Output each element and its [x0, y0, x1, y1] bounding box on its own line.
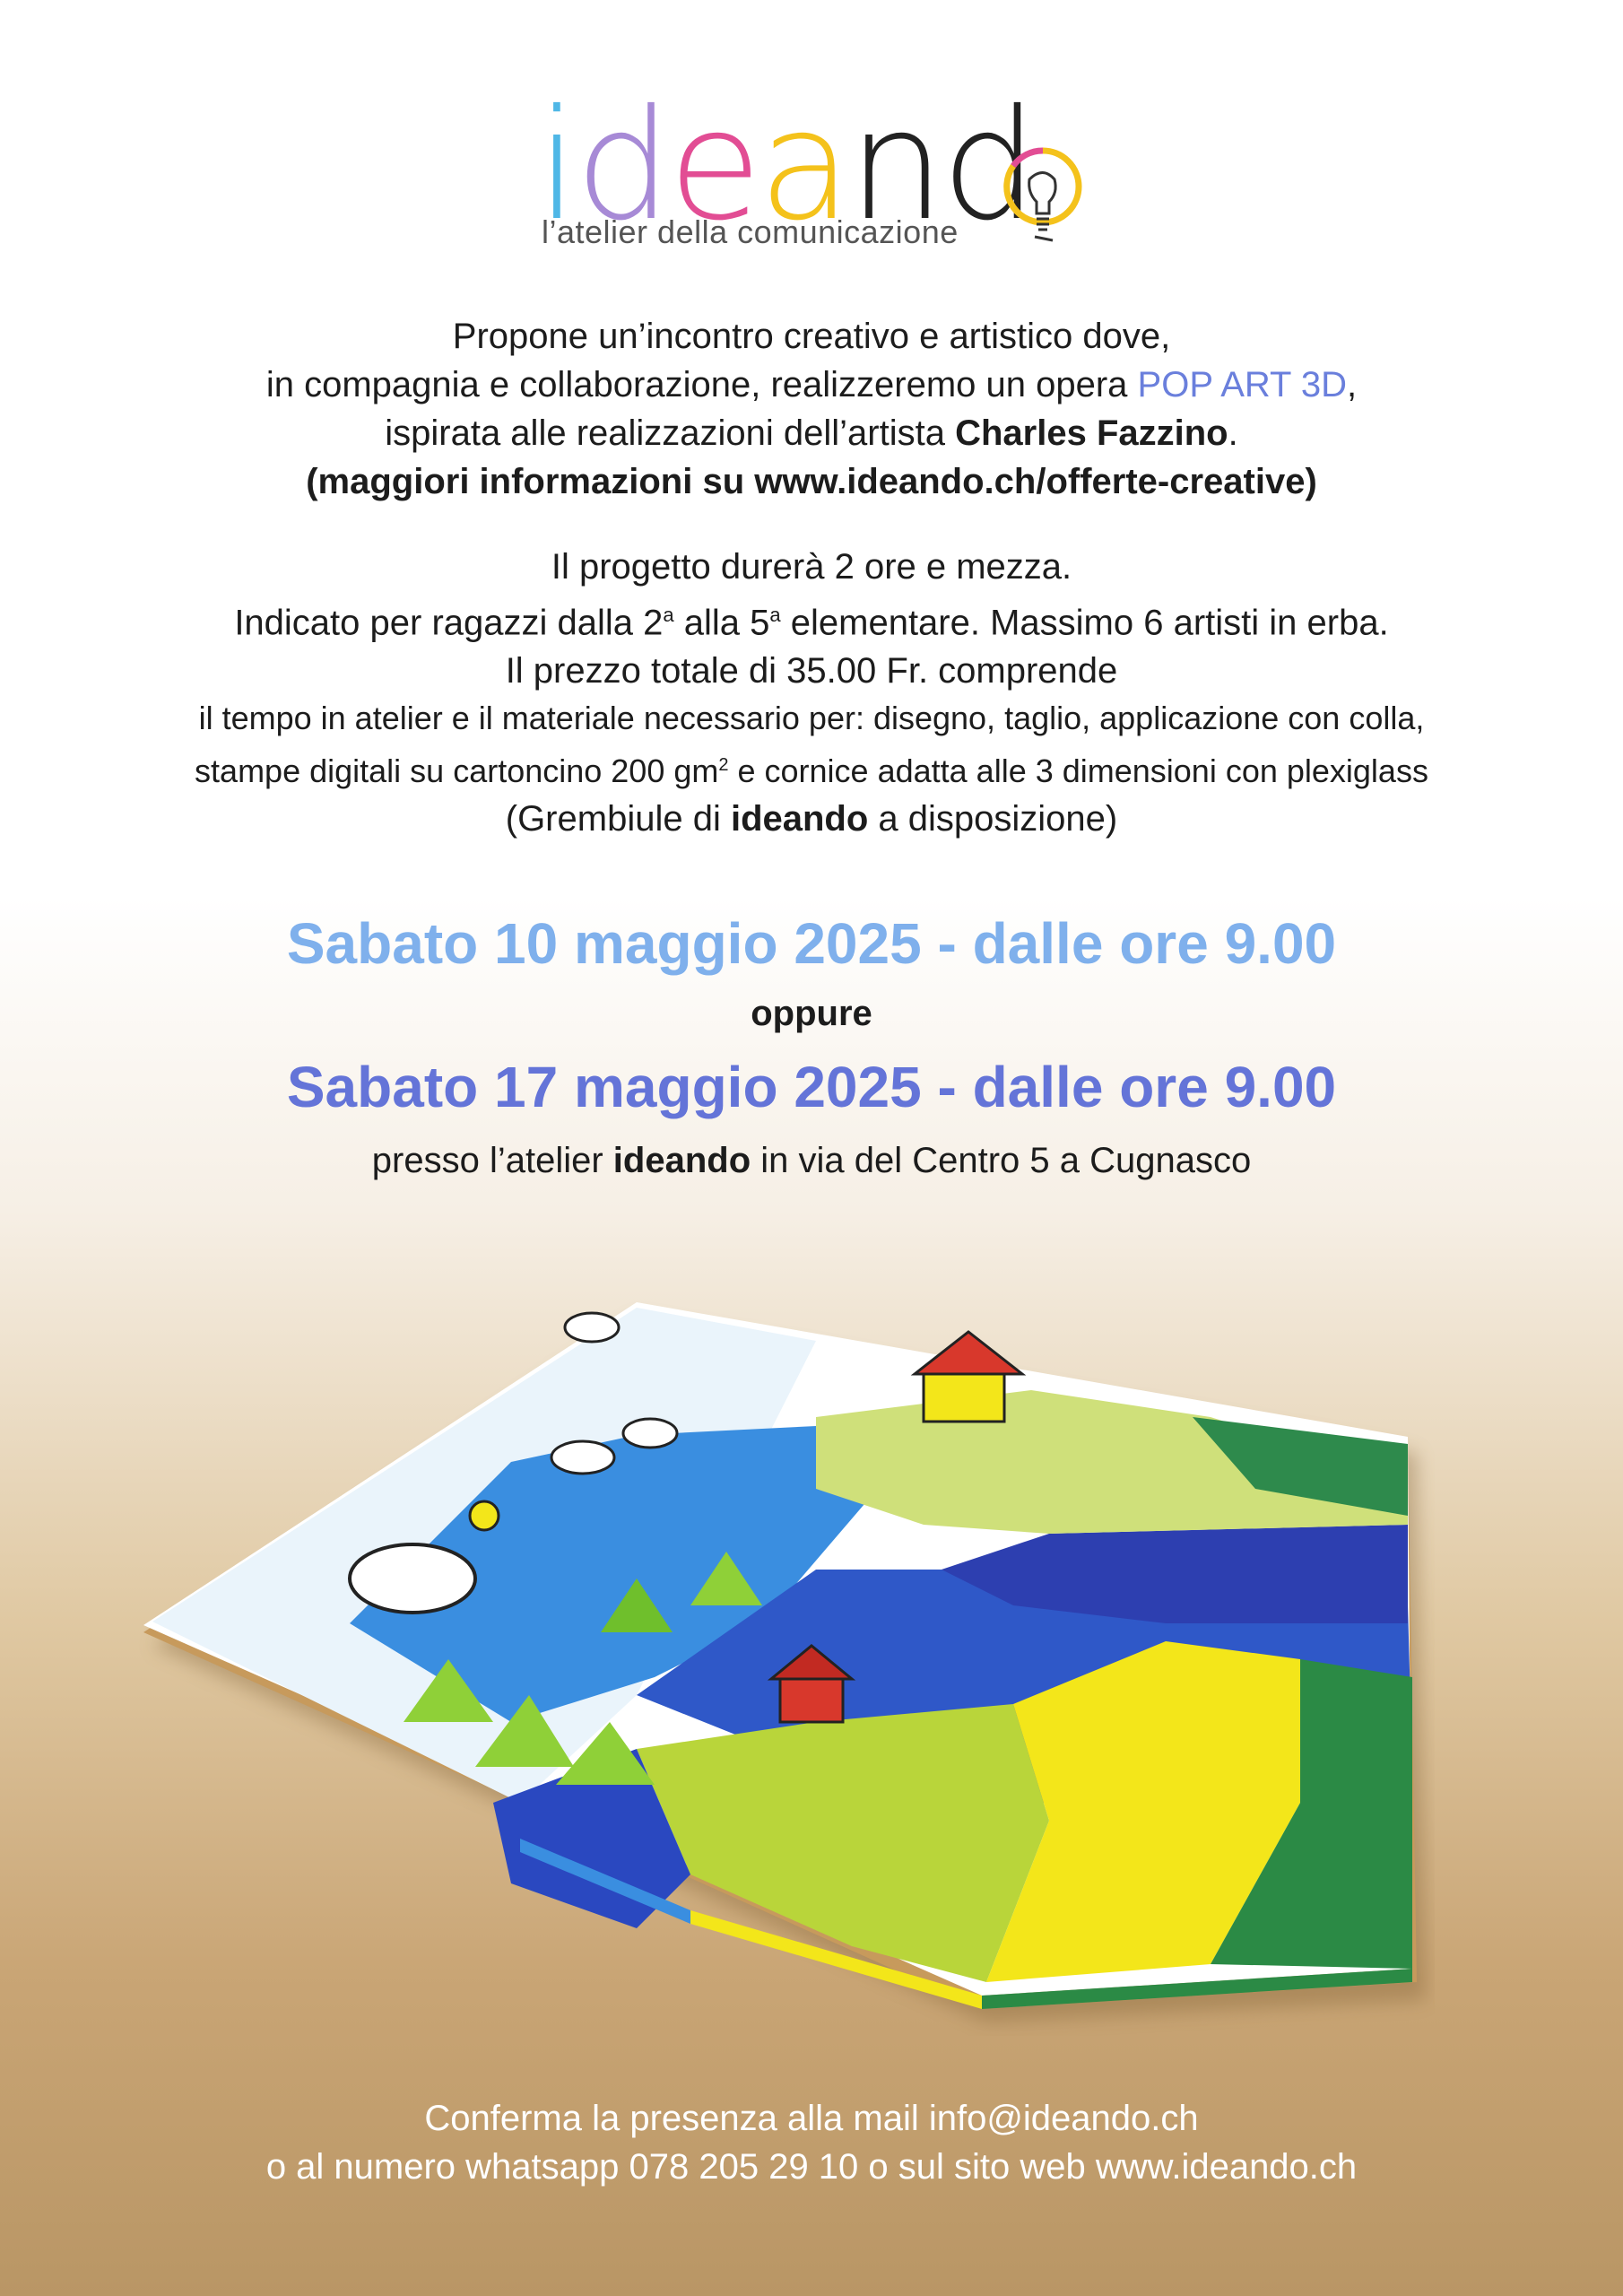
logo-tagline: l’atelier della comunicazione [542, 213, 959, 250]
logo-wordmark: ideand [536, 77, 1035, 255]
intro-line-3-end: . [1228, 413, 1238, 453]
contact-email-line[interactable]: Conferma la presenza alla mail info@ideando.ch [424, 2099, 1199, 2138]
more-info-link[interactable]: (maggiori informazioni su www.ideando.ch/offerte-creative) [306, 462, 1317, 501]
or-separator: oppure [751, 994, 872, 1033]
age-text-end: elementare. Massimo 6 artisti in erba. [780, 603, 1389, 643]
age-text-mid: alla 5 [673, 603, 770, 643]
age-text-start: Indicato per ragazzi dalla 2 [234, 603, 664, 643]
apron-brand: ideando [730, 799, 869, 839]
includes-line-2-end: e cornice adatta alle 3 dimensioni con plexiglass [728, 752, 1428, 790]
age-sup-1: a [663, 604, 674, 626]
contact-footer [0, 2094, 1623, 2191]
lightbulb-icon [1002, 144, 1083, 251]
pop-art-3d-artwork-image [135, 1300, 1435, 2036]
intro-section [0, 312, 1623, 506]
duration-text: Il progetto durerà 2 ore e mezza. [551, 547, 1072, 587]
intro-line-3-text: ispirata alle realizzazioni dell’artista [385, 413, 956, 453]
intro-line-2-end: , [1347, 365, 1358, 404]
pop-art-3d-highlight: POP ART 3D [1137, 365, 1348, 404]
venue-text-end: in via del Centro 5 a Cugnasco [751, 1141, 1252, 1180]
venue-brand: ideando [612, 1141, 751, 1180]
date-option-1: Sabato 10 maggio 2025 - dalle ore 9.00 [286, 911, 1337, 976]
price-text [0, 647, 1623, 695]
venue-text-start: presso l’atelier [371, 1141, 613, 1180]
apron-text-start: (Grembiule di [505, 799, 731, 839]
apron-text [0, 795, 1623, 843]
includes-line-2-start: stampe digitali su cartoncino 200 gm [195, 752, 719, 790]
details-section [0, 543, 1623, 843]
age-sup-2: a [769, 604, 781, 626]
brand-logo [536, 77, 1092, 255]
intro-line-2 [0, 361, 1623, 409]
contact-whatsapp-line[interactable]: o al numero whatsapp 078 205 29 10 o sul sito web www.ideando.ch [265, 2147, 1358, 2187]
venue-text [0, 1141, 1623, 1181]
includes-sup: 2 [718, 755, 729, 776]
includes-line-2 [0, 742, 1623, 795]
intro-line-2-text: in compagnia e collaborazione, realizzeremo un opera [265, 365, 1138, 404]
apron-text-end: a disposizione) [868, 799, 1118, 839]
price-text-value: Il prezzo totale di 35.00 Fr. comprende [505, 651, 1118, 691]
intro-line-3 [0, 409, 1623, 457]
artist-name: Charles Fazzino [955, 413, 1228, 453]
age-text [0, 591, 1623, 647]
date-option-2: Sabato 17 maggio 2025 - dalle ore 9.00 [286, 1055, 1337, 1119]
intro-line-1: Propone un’incontro creativo e artistico dove, [452, 317, 1171, 356]
includes-line-1: il tempo in atelier e il materiale necessario per: disegno, taglio, applicazione con colla, [198, 700, 1425, 737]
